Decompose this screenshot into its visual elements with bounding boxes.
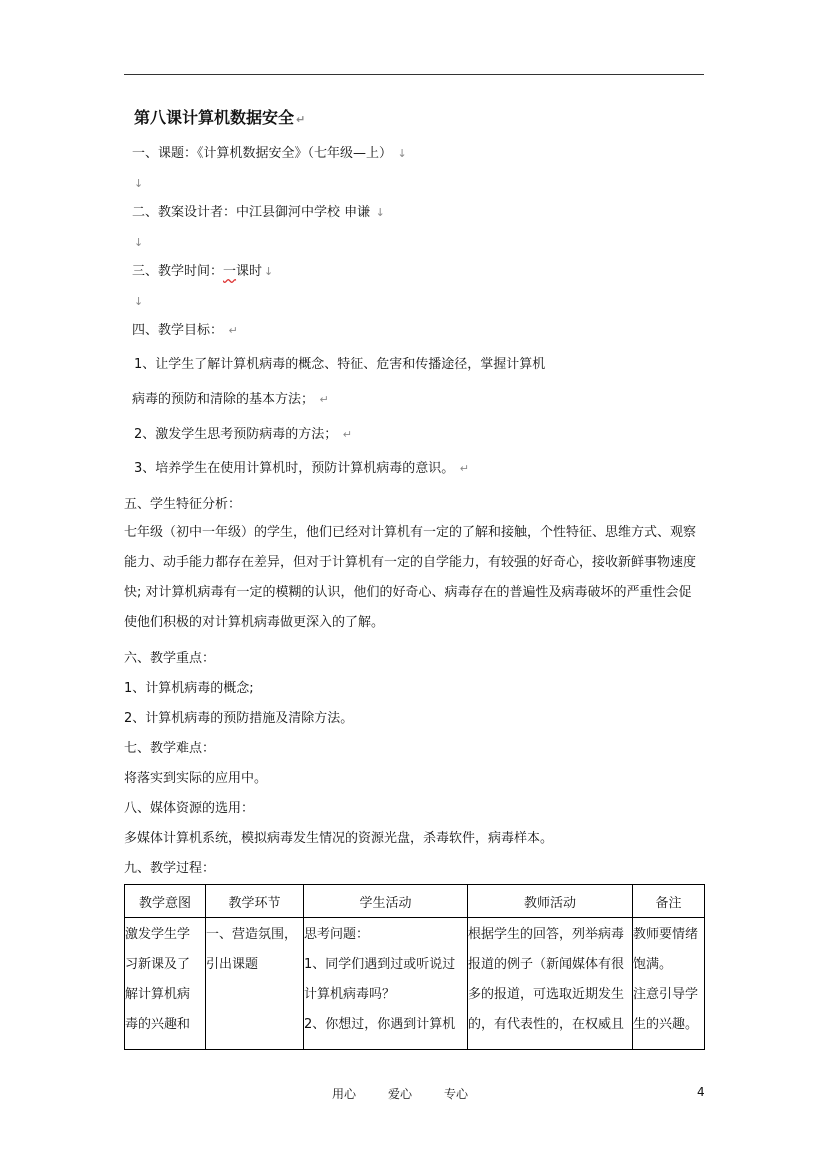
page-title: 第八课计算机数据安全 ↵ — [134, 108, 306, 127]
section-difficulty: 七、教学难点： — [124, 741, 216, 756]
cell-student-activity: 思考问题： 1、同学们遇到过或听说过 计算机病毒吗？ 2、你想过，你遇到计算机 — [304, 918, 468, 1050]
footer-middle: 爱心 — [388, 1087, 413, 1101]
section-designer: 二、教案设计者：中江县御河中学校 申谦 ↓ — [132, 205, 385, 220]
media-text: 多媒体计算机系统，模拟病毒发生情况的资源光盘，杀毒软件，病毒样本。 — [124, 831, 554, 846]
goal-1-line-2: 病毒的预防和清除的基本方法； ↵ — [132, 392, 329, 407]
section-student-analysis: 五、学生特征分析： — [124, 497, 242, 512]
header-step: 教学环节 — [206, 885, 304, 918]
goal-1-line-1: 1、让学生了解计算机病毒的概念、特征、危害和传播途径，掌握计算机 — [134, 357, 546, 372]
section-media: 八、媒体资源的选用： — [124, 801, 255, 816]
footer-right: 专心 — [444, 1087, 469, 1101]
header-student-activity: 学生活动 — [304, 885, 468, 918]
page-number: 4 — [697, 1085, 705, 1099]
analysis-paragraph: 七年级（初中一年级）的学生，他们已经对计算机有一定的了解和接触，个性特征、思维方式、观察能力、动手能力都存在差异，但对于计算机有一定的自学能力，有较强的好奇心，接收新鲜事物速度快; 对计算机病毒有一定的模糊的认识，他们的好奇心、病毒存在的普遍性及病毒破坏的严重性会促使他们积极的对计算机病毒做更深入的了解。 — [124, 525, 697, 630]
table-row — [125, 918, 705, 1050]
blank-line-mark: ↓ — [134, 236, 144, 249]
key-point-1: 1、计算机病毒的概念; — [124, 681, 254, 696]
cell-teacher-activity: 根据学生的回答，列举病毒 报道的例子（新闻媒体有很 多的报道，可选取近期发生 的，有代表性的，在权威且 — [468, 918, 633, 1050]
goal-3: 3、培养学生在使用计算机时，预防计算机病毒的意识。 ↵ — [134, 461, 469, 476]
goal-2: 2、激发学生思考预防病毒的方法； ↵ — [134, 427, 352, 442]
section-process: 九、教学过程： — [124, 861, 216, 876]
header-teacher-activity: 教师活动 — [468, 885, 633, 918]
section-goals: 四、教学目标： ↵ — [132, 323, 238, 338]
header-intent: 教学意图 — [125, 885, 206, 918]
header-rule — [124, 74, 704, 75]
section-key-points: 六、教学重点： — [124, 651, 216, 666]
teaching-process-table — [124, 884, 705, 1050]
cell-step: 一、营造氛围， 引出课题 — [206, 918, 304, 1050]
difficulty-text: 将落实到实际的应用中。 — [124, 771, 268, 786]
blank-line-mark: ↓ — [134, 295, 144, 308]
table-header-row — [125, 885, 705, 918]
header-note: 备注 — [633, 885, 705, 918]
blank-line-mark: ↓ — [134, 177, 144, 190]
section-time: 三、教学时间：一课时 ↓ — [132, 264, 274, 279]
footer-left: 用心 — [332, 1087, 357, 1101]
key-point-2: 2、计算机病毒的预防措施及清除方法。 — [124, 711, 354, 726]
cell-note: 教师要情绪 饱满。 注意引导学 生的兴趣。 — [633, 918, 705, 1050]
section-topic: 一、课题：《计算机数据安全》（七年级—上） ↓ — [132, 146, 407, 161]
cell-intent: 激发学生学 习新课及了 解计算机病 毒的兴趣和 — [125, 918, 206, 1050]
